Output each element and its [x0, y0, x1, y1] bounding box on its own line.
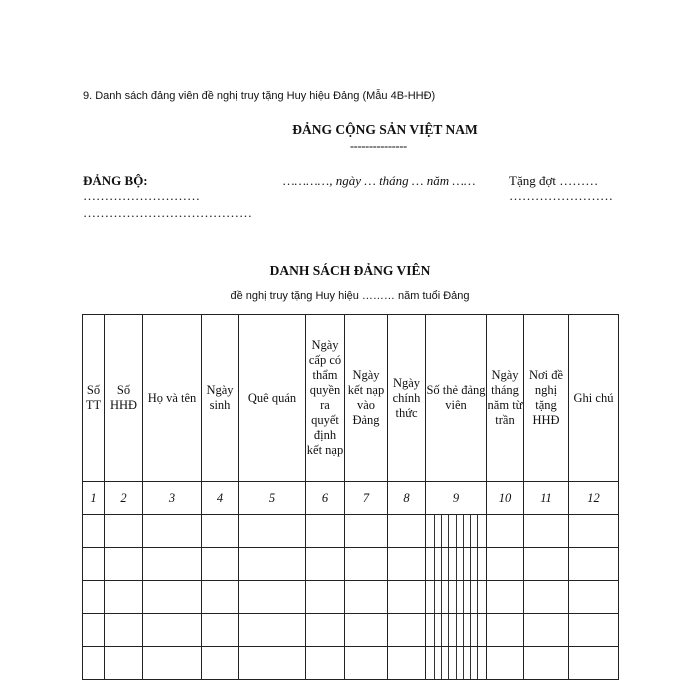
separator: ---------------	[350, 139, 407, 153]
party-name: ĐẢNG CỘNG SẢN VIỆT NAM	[292, 122, 478, 137]
dang-bo-dots-line1: ………………………	[83, 188, 200, 203]
table-cell	[83, 548, 105, 581]
table-cell	[345, 515, 388, 548]
table-cell	[202, 647, 239, 680]
column-number: 9	[426, 482, 487, 515]
table-cell	[569, 515, 619, 548]
column-number: 2	[105, 482, 143, 515]
table-cell	[202, 614, 239, 647]
header-ngay-chinh-thuc: Ngày chính thức	[388, 315, 426, 482]
card-number-boxes	[428, 515, 484, 547]
table-cell	[524, 581, 569, 614]
column-number-row	[83, 482, 619, 515]
column-number: 3	[143, 482, 202, 515]
dang-bo-label: ĐẢNG BỘ:	[83, 173, 148, 188]
card-number-boxes	[428, 647, 484, 679]
card-number-cell	[426, 581, 487, 614]
header-noi-de-nghi: Nơi đề nghị tặng HHĐ	[524, 315, 569, 482]
table-cell	[487, 515, 524, 548]
table-cell	[239, 581, 306, 614]
table-cell	[143, 515, 202, 548]
table-cell	[143, 614, 202, 647]
table-cell	[239, 515, 306, 548]
document-title: DANH SÁCH ĐẢNG VIÊN	[269, 263, 431, 278]
table-cell	[105, 614, 143, 647]
table-cell	[569, 614, 619, 647]
table-row	[83, 548, 619, 581]
tang-dot-label: Tặng đợt ………	[509, 173, 599, 188]
table-cell	[306, 581, 345, 614]
table-cell	[345, 614, 388, 647]
table-row	[83, 614, 619, 647]
table-cell	[569, 647, 619, 680]
column-number: 7	[345, 482, 388, 515]
tang-dot-dots: ……………………	[509, 188, 613, 203]
column-number: 1	[83, 482, 105, 515]
card-number-boxes	[428, 581, 484, 613]
table-cell	[388, 614, 426, 647]
card-number-cell	[426, 515, 487, 548]
table-cell	[306, 647, 345, 680]
card-number-cell	[426, 614, 487, 647]
table-cell	[487, 647, 524, 680]
column-number: 6	[306, 482, 345, 515]
table-cell	[83, 614, 105, 647]
column-number: 10	[487, 482, 524, 515]
table-cell	[239, 548, 306, 581]
header-row	[83, 315, 619, 482]
table-cell	[524, 548, 569, 581]
table-cell	[524, 614, 569, 647]
table-cell	[345, 581, 388, 614]
column-number: 4	[202, 482, 239, 515]
table-cell	[388, 647, 426, 680]
dang-bo-dots-line2: …………………………………	[83, 205, 252, 220]
table-cell	[524, 647, 569, 680]
table-row	[83, 647, 619, 680]
card-number-cell	[426, 548, 487, 581]
date-line: …………, ngày … tháng … năm ……	[283, 173, 476, 188]
header-ngay-sinh: Ngày sinh	[202, 315, 239, 482]
table-cell	[143, 548, 202, 581]
table-cell	[569, 548, 619, 581]
header-ghi-chu: Ghi chú	[569, 315, 619, 482]
table-cell	[569, 581, 619, 614]
table-cell	[143, 581, 202, 614]
table-cell	[487, 614, 524, 647]
column-number: 12	[569, 482, 619, 515]
form-caption: 9. Danh sách đảng viên đề nghị truy tặng Huy hiệu Đảng (Mẫu 4B-HHĐ)	[83, 90, 436, 102]
table-cell	[345, 647, 388, 680]
header-so-the: Số thẻ đảng viên	[426, 315, 487, 482]
table-cell	[83, 515, 105, 548]
table-cell	[388, 548, 426, 581]
table-row	[83, 515, 619, 548]
table-cell	[306, 614, 345, 647]
table-cell	[306, 515, 345, 548]
table-cell	[239, 647, 306, 680]
table-cell	[202, 581, 239, 614]
header-so-hhd: Số HHĐ	[105, 315, 143, 482]
header-que-quan: Quê quán	[239, 315, 306, 482]
table-cell	[83, 647, 105, 680]
table-cell	[487, 581, 524, 614]
card-number-boxes	[428, 548, 484, 580]
header-ho-ten: Họ và tên	[143, 315, 202, 482]
table-cell	[306, 548, 345, 581]
table-cell	[105, 581, 143, 614]
table-cell	[239, 614, 306, 647]
header-stt: Số TT	[83, 315, 105, 482]
table-cell	[524, 515, 569, 548]
table-row	[83, 581, 619, 614]
table-cell	[202, 548, 239, 581]
table-cell	[388, 581, 426, 614]
column-number: 8	[388, 482, 426, 515]
member-list-table	[82, 314, 619, 680]
table-cell	[388, 515, 426, 548]
table-cell	[105, 548, 143, 581]
header-ngay-tu-tran: Ngày tháng năm từ trần	[487, 315, 524, 482]
column-number: 11	[524, 482, 569, 515]
document-subtitle: đề nghị truy tặng Huy hiệu ……… năm tuổi Đảng	[230, 290, 470, 302]
table-cell	[105, 647, 143, 680]
card-number-cell	[426, 647, 487, 680]
table-cell	[487, 548, 524, 581]
card-number-boxes	[428, 614, 484, 646]
table-cell	[105, 515, 143, 548]
table-cell	[143, 647, 202, 680]
header-ngay-cap: Ngày cấp có thẩm quyền ra quyết định kết nạp	[306, 315, 345, 482]
header-ngay-ket-nap: Ngày kết nạp vào Đảng	[345, 315, 388, 482]
table-cell	[345, 548, 388, 581]
table-cell	[202, 515, 239, 548]
table-cell	[83, 581, 105, 614]
column-number: 5	[239, 482, 306, 515]
